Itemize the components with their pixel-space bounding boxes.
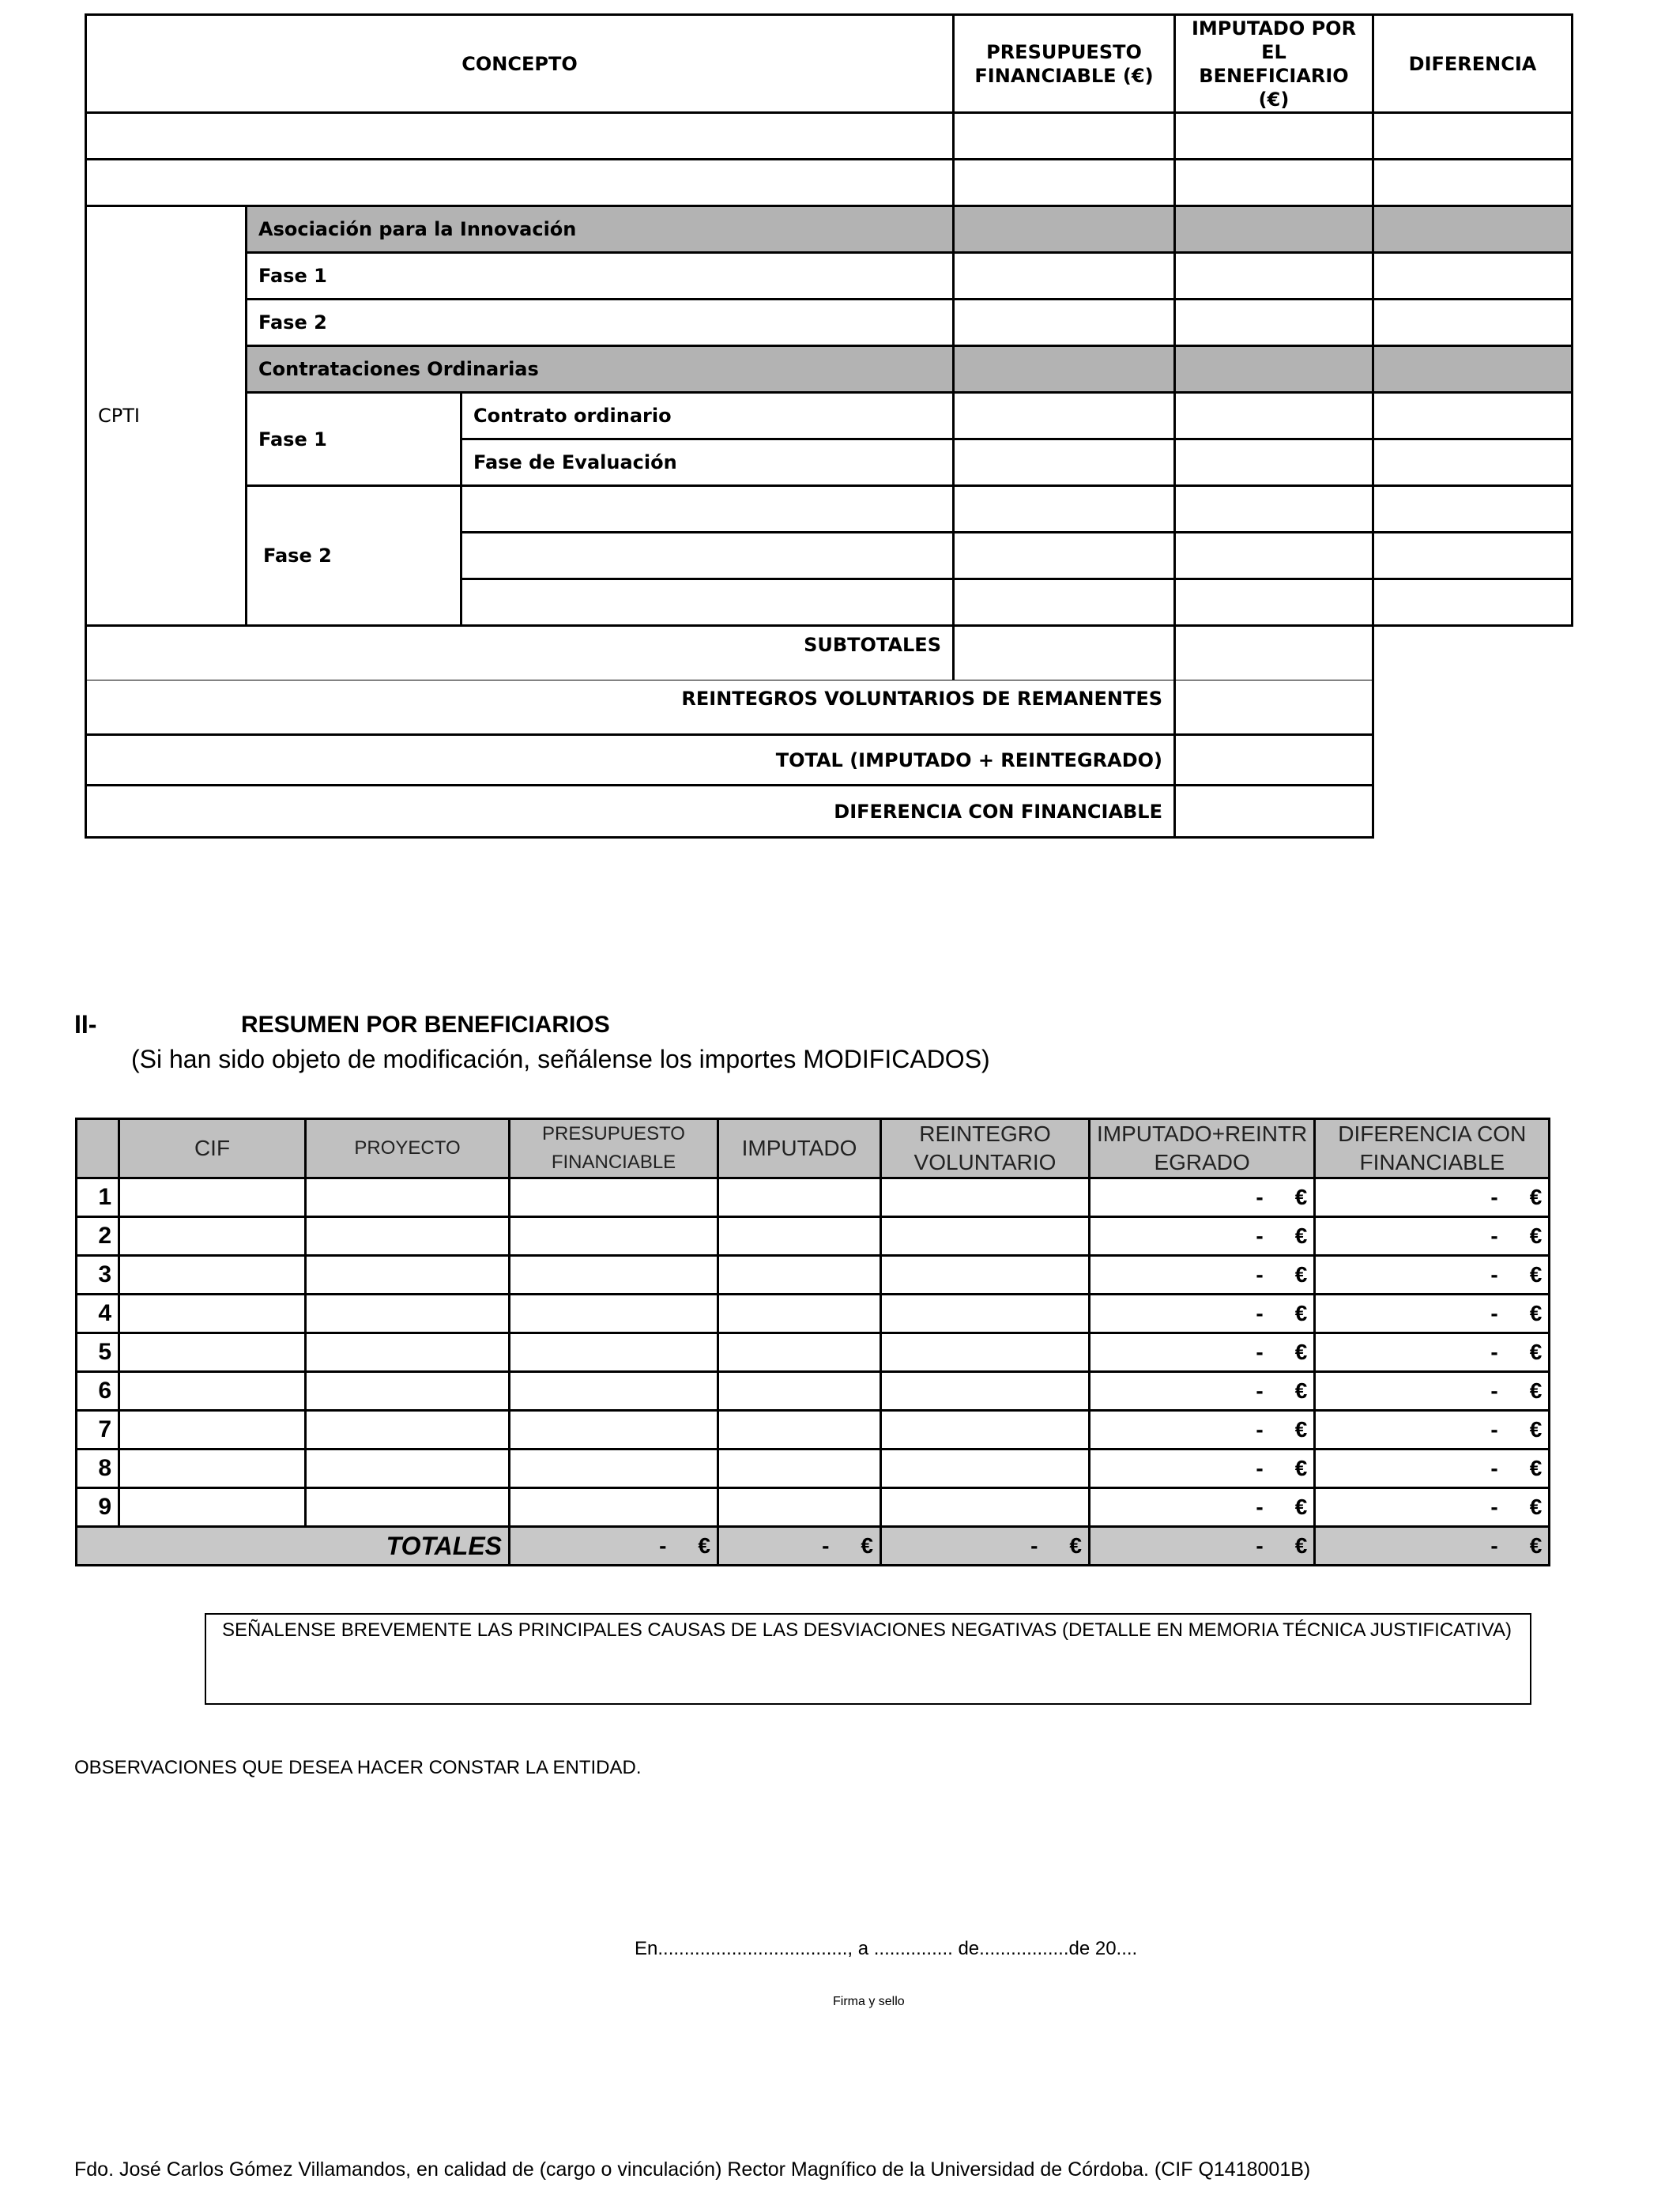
formula-cell: - € xyxy=(1315,1256,1550,1295)
row-ordinarias-fase1: Fase 1 xyxy=(247,393,461,486)
formula-cell: - € xyxy=(1090,1372,1315,1411)
table-row xyxy=(77,1488,1550,1527)
cell[interactable] xyxy=(954,393,1175,439)
formula-cell: - € xyxy=(1090,1488,1315,1527)
cell[interactable] xyxy=(86,113,954,160)
total-imputado-reintegrado: - € xyxy=(1090,1527,1315,1566)
formula-cell: - € xyxy=(1315,1333,1550,1372)
cell xyxy=(1373,206,1573,253)
cell[interactable] xyxy=(718,1295,881,1333)
cell[interactable] xyxy=(119,1372,306,1411)
formula-cell: - € xyxy=(1315,1217,1550,1256)
cell[interactable] xyxy=(1175,680,1373,735)
header-blank xyxy=(77,1119,119,1178)
table-row xyxy=(77,1372,1550,1411)
totales-label: TOTALES xyxy=(77,1527,510,1566)
header-imputado: IMPUTADO xyxy=(718,1119,881,1178)
cell[interactable] xyxy=(1373,486,1573,533)
cell xyxy=(1373,346,1573,393)
cell[interactable] xyxy=(119,1295,306,1333)
cell[interactable] xyxy=(306,1178,510,1217)
header-presupuesto-financiable: PRESUPUESTO FINANCIABLE xyxy=(510,1119,718,1178)
header-imputado: IMPUTADO POR EL BENEFICIARIO (€) xyxy=(1175,15,1373,113)
table-row xyxy=(77,1256,1550,1295)
formula-cell: - € xyxy=(1090,1333,1315,1372)
row-number: 8 xyxy=(77,1449,119,1488)
budget-concept-table xyxy=(85,13,1573,839)
cell[interactable] xyxy=(119,1411,306,1449)
row-fase2: Fase 2 xyxy=(247,300,954,346)
cell[interactable] xyxy=(510,1411,718,1449)
cell[interactable] xyxy=(1373,439,1573,486)
cell[interactable] xyxy=(306,1295,510,1333)
cell[interactable] xyxy=(1175,253,1373,300)
formula-cell: - € xyxy=(1090,1178,1315,1217)
cell[interactable] xyxy=(1373,300,1573,346)
cell[interactable] xyxy=(1175,533,1373,579)
formula-cell: - € xyxy=(1090,1295,1315,1333)
cell xyxy=(954,206,1175,253)
cell[interactable] xyxy=(306,1217,510,1256)
formula-cell: - € xyxy=(1090,1411,1315,1449)
formula-cell: - € xyxy=(1315,1488,1550,1527)
cell xyxy=(1175,346,1373,393)
cell[interactable] xyxy=(510,1178,718,1217)
cell[interactable] xyxy=(881,1295,1090,1333)
cell[interactable] xyxy=(954,626,1175,680)
row-asociacion: Asociación para la Innovación xyxy=(247,206,954,253)
cell[interactable] xyxy=(1175,486,1373,533)
firma-label: Firma y sello xyxy=(833,1995,905,2008)
beneficiaries-table xyxy=(75,1118,1550,1566)
cell[interactable] xyxy=(954,253,1175,300)
formula-cell: - € xyxy=(1315,1178,1550,1217)
subtotales-label: SUBTOTALES xyxy=(86,626,954,680)
negative-deviation-causes-box[interactable] xyxy=(205,1613,1531,1705)
cell[interactable] xyxy=(510,1333,718,1372)
header-reintegro-voluntario: REINTEGRO VOLUNTARIO xyxy=(881,1119,1090,1178)
row-fase-evaluacion: Fase de Evaluación xyxy=(461,439,954,486)
cell[interactable] xyxy=(1373,579,1573,626)
causes-text: SEÑALENSE BREVEMENTE LAS PRINCIPALES CAUSAS DE LAS DESVIACIONES NEGATIVAS (DETALLE EN MEMORIA TÉCNICA JUSTIFICATIVA) xyxy=(222,1619,1512,1641)
total-reintegro: - € xyxy=(881,1527,1090,1566)
observaciones-label: OBSERVACIONES QUE DESEA HACER CONSTAR LA ENTIDAD. xyxy=(74,1757,642,1778)
cell[interactable] xyxy=(119,1217,306,1256)
cell[interactable] xyxy=(954,579,1175,626)
cell[interactable] xyxy=(306,1449,510,1488)
header-cif: CIF xyxy=(119,1119,306,1178)
cell[interactable] xyxy=(1373,393,1573,439)
row-number: 4 xyxy=(77,1295,119,1333)
table-row xyxy=(77,1217,1550,1256)
table-row xyxy=(77,1295,1550,1333)
table-row xyxy=(77,1333,1550,1372)
row-contrataciones: Contrataciones Ordinarias xyxy=(247,346,954,393)
cell[interactable] xyxy=(718,1372,881,1411)
total-diferencia: - € xyxy=(1315,1527,1550,1566)
cell[interactable] xyxy=(718,1449,881,1488)
cell[interactable] xyxy=(881,1333,1090,1372)
row-number: 3 xyxy=(77,1256,119,1295)
row-contrato-ordinario: Contrato ordinario xyxy=(461,393,954,439)
cell[interactable] xyxy=(881,1488,1090,1527)
total-label: TOTAL (IMPUTADO + REINTEGRADO) xyxy=(86,735,1175,786)
cpti-label: CPTI xyxy=(86,206,247,626)
row-number: 7 xyxy=(77,1411,119,1449)
header-imputado-reintegrado: IMPUTADO+REINTR EGRADO xyxy=(1090,1119,1315,1178)
row-number: 5 xyxy=(77,1333,119,1372)
section-subtitle: (Si han sido objeto de modificación, señálense los importes MODIFICADOS) xyxy=(131,1045,990,1073)
header-presupuesto: PRESUPUESTO FINANCIABLE (€) xyxy=(954,15,1175,113)
cell[interactable] xyxy=(1373,253,1573,300)
blank-row xyxy=(86,160,1573,206)
cell[interactable] xyxy=(119,1449,306,1488)
cell[interactable] xyxy=(119,1333,306,1372)
table-row xyxy=(77,1411,1550,1449)
cell[interactable] xyxy=(1373,160,1573,206)
cell[interactable] xyxy=(881,1178,1090,1217)
section-number: II- xyxy=(74,1010,97,1039)
diferencia-financiable-label: DIFERENCIA CON FINANCIABLE xyxy=(86,786,1175,838)
table-row xyxy=(77,1449,1550,1488)
cell[interactable] xyxy=(1175,439,1373,486)
cell[interactable] xyxy=(1175,786,1373,838)
cell[interactable] xyxy=(881,1217,1090,1256)
cell[interactable] xyxy=(461,486,954,533)
header-proyecto: PROYECTO xyxy=(306,1119,510,1178)
cell[interactable] xyxy=(718,1217,881,1256)
row-number: 9 xyxy=(77,1488,119,1527)
formula-cell: - € xyxy=(1315,1411,1550,1449)
signatory-line: Fdo. José Carlos Gómez Villamandos, en calidad de (cargo o vinculación) Rector Magnífico de la Universidad de Córdoba. (CIF Q1418001B) xyxy=(74,2158,1311,2181)
cell[interactable] xyxy=(1175,113,1373,160)
cell[interactable] xyxy=(718,1333,881,1372)
cell[interactable] xyxy=(718,1488,881,1527)
cell[interactable] xyxy=(461,579,954,626)
cell[interactable] xyxy=(718,1178,881,1217)
cell[interactable] xyxy=(718,1411,881,1449)
cell[interactable] xyxy=(1175,626,1373,680)
cell xyxy=(1175,206,1373,253)
row-number: 6 xyxy=(77,1372,119,1411)
cell[interactable] xyxy=(510,1295,718,1333)
cell[interactable] xyxy=(954,439,1175,486)
cell[interactable] xyxy=(954,533,1175,579)
reintegros-label: REINTEGROS VOLUNTARIOS DE REMANENTES xyxy=(86,680,1175,735)
cell[interactable] xyxy=(881,1256,1090,1295)
cell[interactable] xyxy=(1175,735,1373,786)
formula-cell: - € xyxy=(1315,1295,1550,1333)
totales-row xyxy=(77,1527,1550,1566)
cell[interactable] xyxy=(510,1217,718,1256)
row-number: 2 xyxy=(77,1217,119,1256)
cell[interactable] xyxy=(954,113,1175,160)
cell[interactable] xyxy=(510,1449,718,1488)
cell[interactable] xyxy=(86,160,954,206)
row-ordinarias-fase2: Fase 2 xyxy=(247,486,461,626)
formula-cell: - € xyxy=(1315,1372,1550,1411)
cell[interactable] xyxy=(881,1372,1090,1411)
cell[interactable] xyxy=(510,1488,718,1527)
cell[interactable] xyxy=(306,1411,510,1449)
cell[interactable] xyxy=(119,1256,306,1295)
header-diferencia: DIFERENCIA xyxy=(1373,15,1573,113)
formula-cell: - € xyxy=(1315,1449,1550,1488)
cell[interactable] xyxy=(306,1372,510,1411)
place-date-line: En...................................., a ............... de.................de 20.... xyxy=(635,1938,1138,1959)
cell[interactable] xyxy=(119,1488,306,1527)
cell xyxy=(954,346,1175,393)
cell[interactable] xyxy=(954,486,1175,533)
cell[interactable] xyxy=(119,1178,306,1217)
formula-cell: - € xyxy=(1090,1256,1315,1295)
cell[interactable] xyxy=(510,1256,718,1295)
header-diferencia-financiable: DIFERENCIA CON FINANCIABLE xyxy=(1315,1119,1550,1178)
cell[interactable] xyxy=(881,1449,1090,1488)
table-row xyxy=(77,1178,1550,1217)
row-fase1: Fase 1 xyxy=(247,253,954,300)
cell[interactable] xyxy=(881,1411,1090,1449)
blank-row xyxy=(86,113,1573,160)
cell[interactable] xyxy=(1175,579,1373,626)
total-presupuesto: - € xyxy=(510,1527,718,1566)
cell[interactable] xyxy=(1175,300,1373,346)
section-title: RESUMEN POR BENEFICIARIOS xyxy=(241,1012,610,1038)
empty xyxy=(1373,680,1573,735)
cell[interactable] xyxy=(306,1488,510,1527)
cell[interactable] xyxy=(510,1372,718,1411)
cell[interactable] xyxy=(718,1256,881,1295)
total-imputado: - € xyxy=(718,1527,881,1566)
header-concepto: CONCEPTO xyxy=(86,15,954,113)
cell[interactable] xyxy=(306,1333,510,1372)
cell[interactable] xyxy=(461,533,954,579)
cell[interactable] xyxy=(954,160,1175,206)
cell[interactable] xyxy=(954,300,1175,346)
cell[interactable] xyxy=(306,1256,510,1295)
formula-cell: - € xyxy=(1090,1217,1315,1256)
cell[interactable] xyxy=(1175,160,1373,206)
cell[interactable] xyxy=(1373,113,1573,160)
empty xyxy=(1373,626,1573,680)
row-number: 1 xyxy=(77,1178,119,1217)
cell[interactable] xyxy=(1175,393,1373,439)
formula-cell: - € xyxy=(1090,1449,1315,1488)
cell[interactable] xyxy=(1373,533,1573,579)
empty xyxy=(1373,735,1573,786)
empty xyxy=(1373,786,1573,838)
